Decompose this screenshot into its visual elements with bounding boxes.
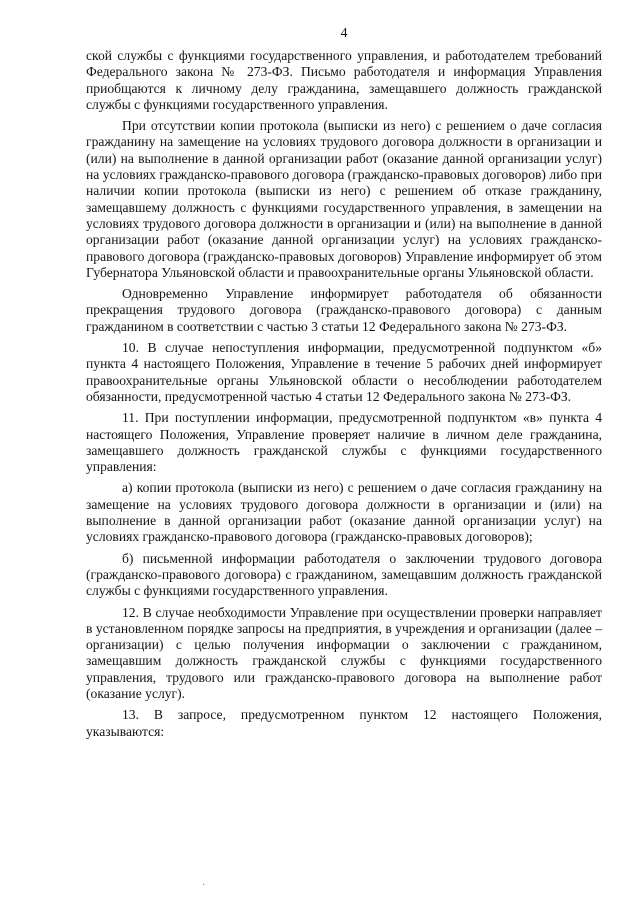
paragraph-item-11-b: б) письменной информации работодателя о заключении трудового договора (гражданско-правового договора) с гражданином, замещавшим должность гражданской службы с функциями государственного управления. — [86, 550, 602, 599]
paragraph-item-10: 10. В случае непоступления информации, предусмотренной подпунктом «б» пункта 4 настоящего Положения, Управление в течение 5 рабочих дней информирует правоохранительные органы Ульяновской области о несоблюдении работодателем обязанности, предусмотренной частью 4 статьи 12 Федерального закона № 273-ФЗ. — [86, 340, 602, 404]
scan-mark: · — [202, 880, 206, 891]
paragraph-3: Одновременно Управление информирует работодателя об обязанности прекращения трудового договора (гражданско-правового договора) с данным гражданином в соответствии с частью 3 статьи 12 Федерального закона № 273-ФЗ. — [86, 286, 602, 334]
paragraph-item-13: 13. В запросе, предусмотренном пунктом 12 настоящего Положения, указываются: — [86, 707, 602, 739]
paragraph-item-11-a: а) копии протокола (выписки из него) с решением о даче согласия гражданину на замещение на условиях трудового договора должности в организации и (или) на выполнение в данной организации работ (оказание данной организации услуг) на условиях гражданско-правового договора (гражданско-правовых договоров); — [86, 480, 602, 545]
paragraph-2: При отсутствии копии протокола (выписки из него) с решением о даче согласия гражданину на замещение на условиях трудового договора должности в организации и (или) на выполнение в данной организации работ (оказание данной организации услуг) на условиях гражданско-правового договора (гражданско-правовых договоров) либо при наличии копии протокола (выписки из него) с решением об отказе гражданину, замещавшему должность с функциями государственного управления, в замещении на условиях трудового договора должности в организации и (или) на выполнение в данной организации работ (оказание данной организации услуг) на условиях гражданско-правового договора (гражданско-правовых договоров) Управление информирует об этом Губернатора Ульяновской области и правоохранительные органы Ульяновской области. — [86, 118, 602, 280]
paragraph-item-11: 11. При поступлении информации, предусмотренной подпунктом «в» пункта 4 настоящего Положения, Управление проверяет наличие в личном деле гражданина, замещавшего должность гражданской службы с функциями государственного управления: — [86, 410, 602, 475]
paragraph-item-12: 12. В случае необходимости Управление при осуществлении проверки направляет в установленном порядке запросы на предприятия, в учреждения и организации (далее – организации) с целью получения информации о заключении с гражданином, замещавшим должность гражданской службы с функциями государственного управления, трудового или гражданско-правового договора на выполнение работ (оказание услуг). — [86, 604, 602, 701]
paragraph-1: ской службы с функциями государственного управления, и работодателем требований Федерального закона № 273-ФЗ. Письмо работодателя и информация Управления приобщаются к личному делу гражданина, замещавшего должность гражданской службы с функциями государственного управления. — [86, 48, 602, 112]
document-body — [86, 48, 602, 740]
page-number: 4 — [340, 26, 348, 41]
